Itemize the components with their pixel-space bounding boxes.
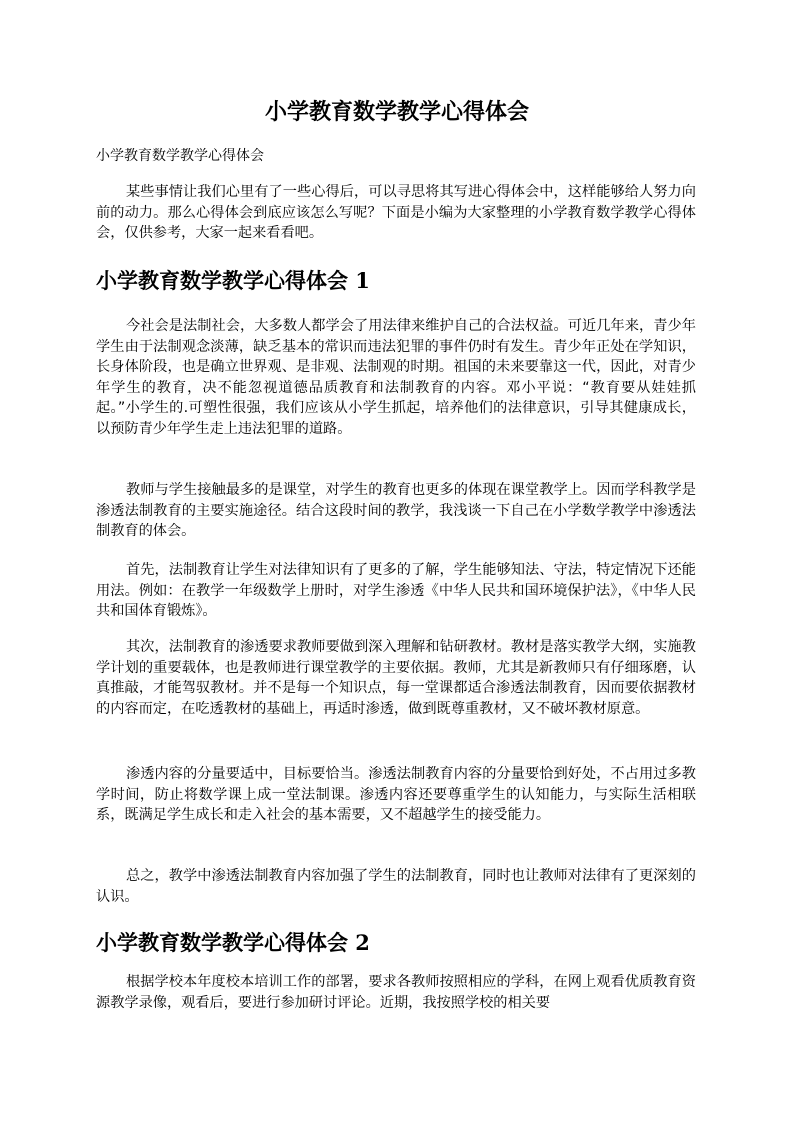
section-1-paragraph-3: 首先，法制教育让学生对法律知识有了更多的了解，学生能够知法、守法，特定情况下还能用法。例如：在教学一年级数学上册时，对学生渗透《中华人民共和国环境保护法》，《中华人民共和国体育锻炼》。 xyxy=(96,562,696,620)
section-1-paragraph-5: 渗透内容的分量要适中，目标要恰当。渗透法制教育内容的分量要恰到好处，不占用过多教学时间，防止将数学课上成一堂法制课。渗透内容还要尊重学生的认知能力，与实际生活相联系，既满足学生成长和走入社会的基本需要，又不超越学生的接受能力。 xyxy=(96,766,696,824)
section-1-paragraph-1: 今社会是法制社会，大多数人都学会了用法律来维护自己的合法权益。可近几年来，青少年学生由于法制观念淡薄，缺乏基本的常识而违法犯罪的事件仍时有发生。青少年正处在学知识，长身体阶段，也是确立世界观、是非观、法制观的时期。祖国的未来要靠这一代，因此，对青少年学生的教育，决不能忽视道德品质教育和法制教育的内容。邓小平说：“教育要从娃娃抓起。”小学生的.可塑性很强，我们应该从小学生抓起，培养他们的法律意识，引导其健康成长，以预防青少年学生走上违法犯罪的道路。 xyxy=(96,318,696,437)
section-1-heading: 小学教育数学教学心得体会 1 xyxy=(96,268,370,293)
document-title: 小学教育数学教学心得体会 xyxy=(264,99,529,125)
document-subtitle: 小学教育数学教学心得体会 xyxy=(96,148,264,164)
section-1-paragraph-6: 总之，教学中渗透法制教育内容加强了学生的法制教育，同时也让教师对法律有了更深刻的认识。 xyxy=(96,868,696,905)
section-1-paragraph-2: 教师与学生接触最多的是课堂，对学生的教育也更多的体现在课堂教学上。因而学科教学是渗透法制教育的主要实施途径。结合这段时间的教学，我浅谈一下自己在小学数学教学中渗透法制教育的体会。 xyxy=(96,482,696,540)
section-2-heading: 小学教育数学教学心得体会 2 xyxy=(96,930,370,955)
section-2-paragraph-1: 根据学校本年度校本培训工作的部署，要求各教师按照相应的学科，在网上观看优质教育资源教学录像，观看后，要进行参加研讨评论。近期，我按照学校的相关要 xyxy=(96,974,696,1011)
section-1-paragraph-4: 其次，法制教育的渗透要求教师要做到深入理解和钻研教材。教材是落实教学大纲，实施教学计划的重要载体，也是教师进行课堂教学的主要依据。教师，尤其是新教师只有仔细琢磨，认真推敲，才能驾驭教材。并不是每一个知识点，每一堂课都适合渗透法制教育，因而要依据教材的内容而定，在吃透教材的基础上，再适时渗透，做到既尊重教材，又不破坏教材原意。 xyxy=(96,639,696,717)
intro-paragraph: 某些事情让我们心里有了一些心得后，可以寻思将其写进心得体会中，这样能够给人努力向前的动力。那么心得体会到底应该怎么写呢？下面是小编为大家整理的小学教育数学教学心得体会，仅供参考，大家一起来看看吧。 xyxy=(96,184,696,242)
